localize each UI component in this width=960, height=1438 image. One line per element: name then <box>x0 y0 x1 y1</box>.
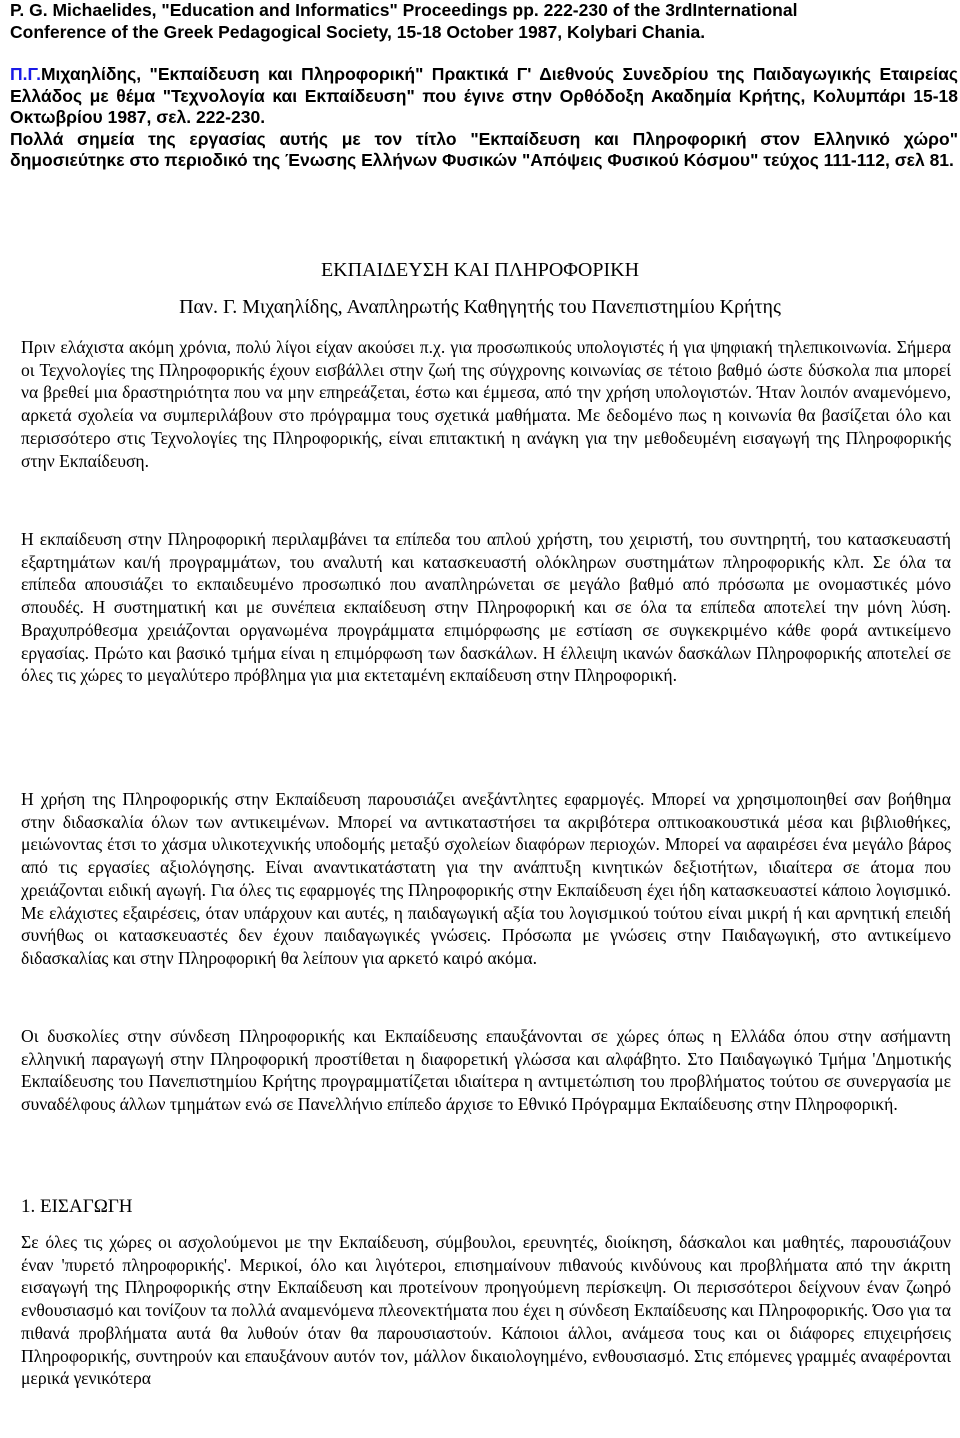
section-heading: 1. ΕΙΣΑΓΩΓΗ <box>21 1196 133 1217</box>
body-paragraph: Οι δυσκολίες στην σύνδεση Πληροφορικής και Εκπαίδευσης επαυξάνονται σε χώρες όπως η Ελλάδα όπου στην ασήμαντη ελληνική παραγωγή στην Πληροφορική προστίθεται η διαφορετική γλώσσα και αλφάβητο. Στο Παιδαγωγικό Τμήμα 'Δημοτικής Εκπαίδευσης του Πανεπιστημίου Κρήτης προγραμματίζεται ιδιαίτερα η αντιμετώπιση του προβλήματος τούτου σε συνεργασία με συναδέλφους άλλων τμημάτων ενώ σε Πανελλήνιο επίπεδο άρχισε το Εθνικό Πρόγραμμα Εκπαίδευσης στην Πληροφορική. <box>21 1026 951 1115</box>
body-paragraph: Πριν ελάχιστα ακόμη χρόνια, πολύ λίγοι είχαν ακούσει π.χ. για προσωπικούς υπολογιστές ή για ψηφιακή τηλεπικοινωνία. Σήμερα οι Τεχνολογίες της Πληροφορικής έχουν εισβάλλει στην ζωή της σύγχρονης κοινωνίας σε τέτοιο βαθμό ώστε δύσκολα πια μπορεί να βρεθεί μια δραστηριότητα που να μην επηρεάζεται, έστω και έμμεσα, από την χρήση υπολογιστών. Ήταν λοιπόν αναμενόμενο, αρκετά σχολεία να συμπεριλάβουν στο πρόγραμμα τους σχετικά μαθήματα. Με δεδομένο πως η κοινωνία θα βασίζεται όλο και περισσότερο στις Τεχνολογίες της Πληροφορικής, είναι επιτακτική η ανάγκη για την μεθοδευμένη εισαγωγή της Πληροφορικής στην Εκπαίδευση. <box>21 337 951 471</box>
citation-english-line-1: P. G. Michaelides, "Education and Informatics" Proceedings pp. 222-230 of the 3rdInternational <box>10 0 798 20</box>
paper-author: Παν. Γ. Μιχαηλίδης, Αναπληρωτής Καθηγητής του Πανεπιστημίου Κρήτης <box>179 296 781 318</box>
citation-english-line-2: Conference of the Greek Pedagogical Society, 15-18 October 1987, Kolybari Chania. <box>10 21 706 42</box>
citation-greek-text: Μιχαηλίδης, "Εκπαίδευση και Πληροφορική" Πρακτικά Γ' Διεθνούς Συνεδρίου της Παιδαγωγικής Εταιρείας Ελλάδος με θέμα "Τεχνολογία και Εκπαίδευση" που έγινε στην Ορθόδοξη Ακαδημία Κρήτης, Κολυμπάρι 15-18 Οκτωβρίου 1987, σελ. 222-230. <box>10 64 958 127</box>
body-paragraph: Η εκπαίδευση στην Πληροφορική περιλαμβάνει τα επίπεδα του απλού χρήστη, του χειριστή, του συντηρητή, του κατασκευαστή εξαρτημάτων και/ή προγραμμάτων, του αναλυτή και κατασκευαστή ολόκληρων συστημάτων πληροφορικής κλπ. Σε όλα τα επίπεδα απουσιάζει το εκπαιδευμένο προσωπικό που αναπληρώνεται σε μεγάλο βαθμό από πρόσωπα με ονομαστικές μόνο σπουδές. Η συστηματική και με συνέπεια εκπαίδευση στην Πληροφορική και σε όλα τα επίπεδα αποτελεί την μόνη λύση. Βραχυπρόθεσμα χρειάζονται οργανωμένα προγράμματα επιμόρφωσης με εστίαση σε συγκεκριμένο κάθε φορά αντικείμενο εργασίας. Πρώτο και βασικό τμήμα είναι η επιμόρφωση των δασκάλων. Η έλλειψη ικανών δασκάλων Πληροφορικής αποτελεί σε όλες τις χώρες το μεγαλύτερο πρόβλημα για μια εκτεταμένη εκπαίδευση στην Πληροφορική. <box>21 529 951 686</box>
publication-note: Πολλά σημεία της εργασίας αυτής με τον τίτλο "Εκπαίδευση και Πληροφορική στον Ελληνικό χώρο" δημοσιεύτηκε στο περιοδικό της Ένωσης Ελλήνων Φυσικών "Απόψεις Φυσικού Κόσμου" τεύχος 111-112, σελ 81. <box>10 128 958 170</box>
citation-header <box>10 0 958 172</box>
citation-greek <box>10 64 958 129</box>
paper-title: ΕΚΠΑΙΔΕΥΣΗ ΚΑΙ ΠΛΗΡΟΦΟΡΙΚΗ <box>320 259 640 281</box>
body-paragraph: Η χρήση της Πληροφορικής στην Εκπαίδευση παρουσιάζει ανεξάντλητες εφαρμογές. Μπορεί να χρησιμοποιηθεί σαν βοήθημα στην διδασκαλία όλων των αντικειμένων. Μπορεί να αντικαταστήσει τα ακριβότερα οπτικοακουστικά μέσα και βιβλιοθήκες, μειώνοντας έτσι το χάσμα υλικοτεχνικής υποδομής μεταξύ σχολείων διαφόρων περιοχών. Μπορεί να αφαιρέσει ένα μεγάλο βάρος από τις εργασίες αξιολόγησης. Είναι αναντικατάστατη για την ανάπτυξη κινητικών δεξιοτήτων, ιδιαίτερα σε άτομα που χρειάζονται ειδική αγωγή. Για όλες τις εφαρμογές της Πληροφορικής στην Εκπαίδευση έχει ήδη κατασκευαστεί κάποιο λογισμικό. Με ελάχιστες εξαιρέσεις, όταν υπάρχουν και αυτές, η παιδαγωγική αξία του λογισμικού τούτου είναι μικρή ή και αρνητική επειδή συνήθως οι κατασκευαστές δεν έχουν παιδαγωγικές γνώσεις. Πρόσωπα με γνώσεις στην Παιδαγωγική, στο αντικείμενο διδασκαλίας και στην Πληροφορική θα λείπουν για αρκετό καιρό ακόμα. <box>21 789 951 968</box>
body-paragraph: Σε όλες τις χώρες οι ασχολούμενοι με την Εκπαίδευση, σύμβουλοι, ερευνητές, διοίκηση, δάσκαλοι και μαθητές, παρουσιάζουν έναν 'πυρετό πληροφορικής'. Μερικοί, όλο και λιγότεροι, επισημαίνουν πιθανούς κινδύνους και προβλήματα από την άκριτη εισαγωγή της Πληροφορικής στην Εκπαίδευση και προτείνουν προηγούμενη περίσκεψη. Οι περισσότεροι δείχνουν έναν ζωηρό ενθουσιασμό και τονίζουν τα πολλά αναμενόμενα πλεονεκτήματα που έχει η σύνδεση Εκπαίδευσης και Πληροφορικής. Όσο για τα πιθανά προβλήματα αυτά θα λυθούν όταν θα παρουσιαστούν. Κάποιοι άλλοι, ανάμεσα τους και οι διάφορες επιχειρήσεις Πληροφορικής, συντηρούν και επαυξάνουν αυτόν τον, μάλλον δικαιολογημένο, ενθουσιασμό. Στις επόμενες γραμμές αναφέρονται μερικά γενικότερα <box>21 1232 951 1389</box>
citation-greek-prefix: Π.Γ. <box>10 64 41 84</box>
